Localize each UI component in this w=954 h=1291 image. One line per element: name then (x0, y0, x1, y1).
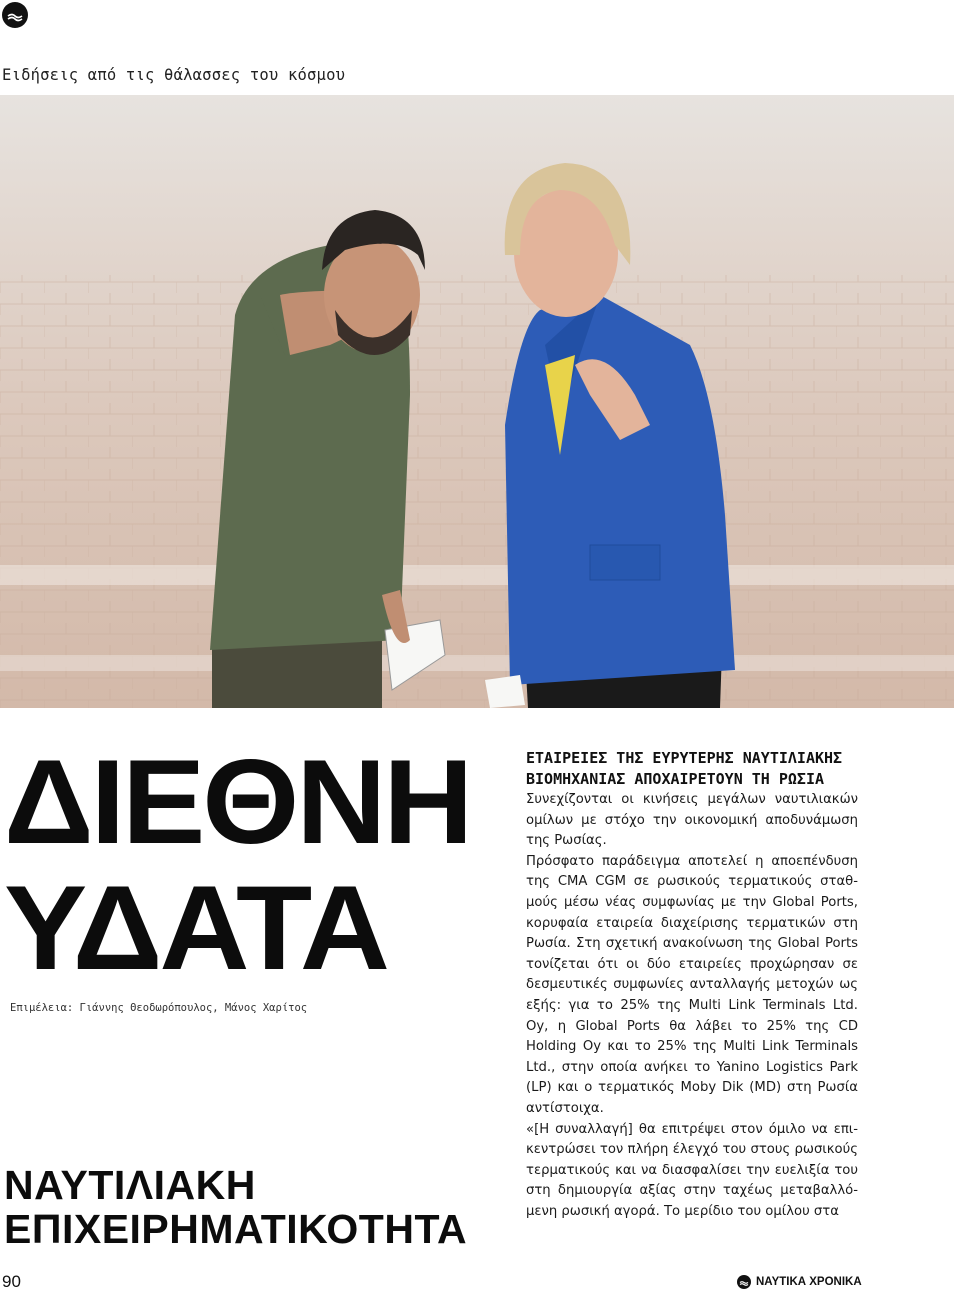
page-number: 90 (2, 1272, 21, 1291)
wave-logo-icon (737, 1275, 751, 1289)
subsection-line-2: ΕΠΙΧΕΙΡΗΜΑΤΙΚΟΤΗΤΑ (4, 1206, 468, 1252)
subsection-line-1: ΝΑΥΤΙΛΙΑΚΗ (4, 1162, 256, 1208)
wave-logo-icon (2, 2, 28, 28)
article-paragraph: «[Η συναλλαγή] θα επιτρέψει στον όμιλο να επι-κεντρώσει τον πλήρη έλεγχό του στους ρωσικούς τερματικούς και να διασφαλίσει την ευελιξία του στη δημιουργία αξίας στην ταχέως μεταβαλλό-μενη ρωσική αγορά. Το μερίδιο του ομίλου στα (526, 1121, 858, 1219)
title-line-1: ΔΙΕΘΝΗ (4, 735, 471, 869)
article-body (526, 790, 858, 1222)
article (526, 748, 858, 1222)
section-label: Ειδήσεις από τις θάλασσες του κόσμου (2, 66, 346, 84)
brand-name: ΝΑΥΤΙΚΑ ΧΡΟΝΙΚΑ (756, 1276, 862, 1288)
article-paragraph: Συνεχίζονται οι κινήσεις μεγάλων ναυτιλιακών ομίλων με στόχο την οικονομική αποδυνάμωση της Ρωσίας. (526, 792, 858, 849)
page-title (4, 735, 471, 995)
title-line-2: ΥΔΑΤΑ (4, 861, 387, 995)
article-paragraph: Πρόσφατο παράδειγμα αποτελεί η αποεπένδυση της CMA CGM σε ρωσικούς τερματικούς σταθ-μούς μέσω νέας συμφωνίας με την Global Ports, κορυφαία εταιρεία διαχείρισης τερματικών στη Ρωσία. Στη σχετική ανακοίνωση της Global Ports τονίζεται ότι οι δύο εταιρείες προχώρησαν σε δεσμευτικές συμφωνίες ανταλλαγής μετοχών ως εξής: για το 25% της Multi Link Terminals Ltd. Oy, η Global Ports θα λάβει το 25% της CD Holding Oy και το 25% της Multi Link Terminals Ltd., στην οποία ανήκει το Yanino Logistics Park (LP) και ο τερματικός Moby Dik (MD) στη Ρωσία αντίστοιχα. (526, 853, 858, 1116)
editor-credit: Επιμέλεια: Γιάννης Θεοδωρόπουλος, Μάνος Χαρίτος (10, 1002, 308, 1014)
footer-brand (737, 1275, 862, 1289)
subsection-title (4, 1163, 467, 1251)
article-headline: ΕΤΑΙΡΕΙΕΣ ΤΗΣ ΕΥΡΥΤΕΡΗΣ ΝΑΥΤΙΛΙΑΚΗΣ ΒΙΟΜΗΧΑΝΙΑΣ ΑΠΟΧΑΙΡΕΤΟΥΝ ΤΗ ΡΩΣΙΑ (526, 749, 843, 788)
news-photo (0, 95, 954, 708)
